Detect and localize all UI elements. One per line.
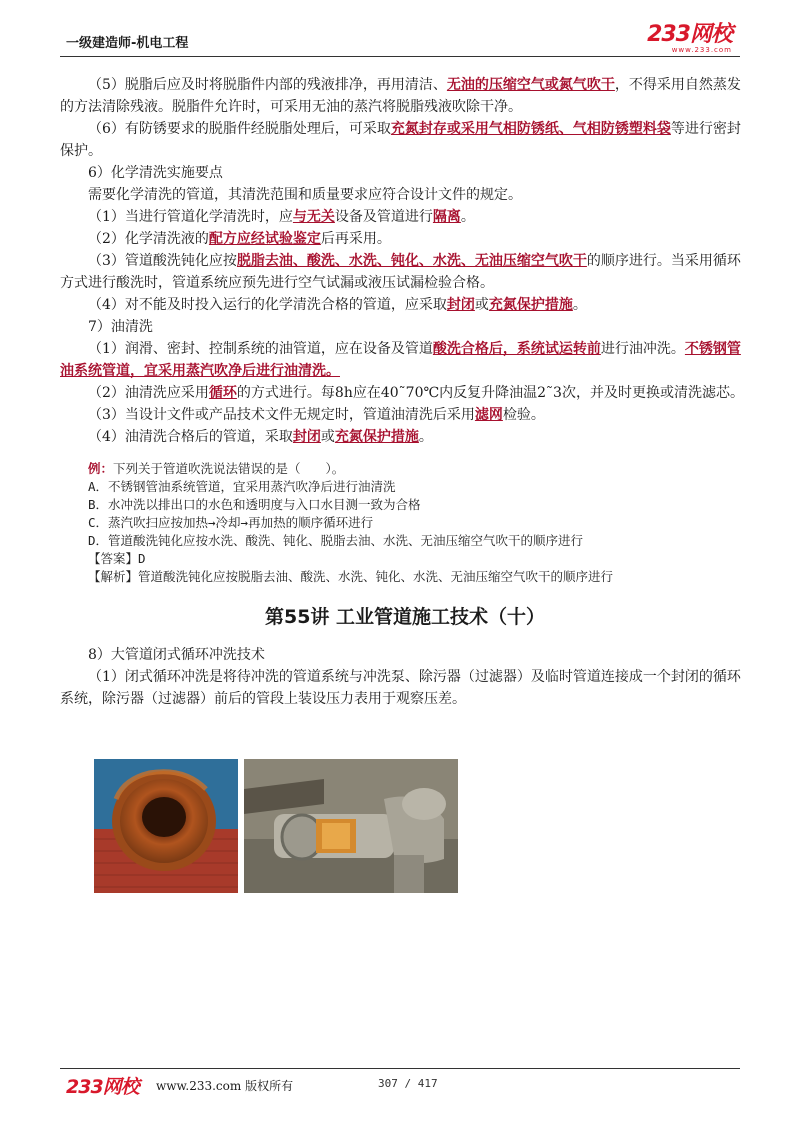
photo-group <box>94 759 458 893</box>
text: 。 <box>418 429 433 445</box>
pipe-filter-photo <box>244 759 458 893</box>
page-footer <box>60 1072 740 1098</box>
subheading: 7）油清洗 <box>88 319 153 335</box>
text: ，不得采用自然蒸发的方法清除残液。脱脂件允许时，可采用无油的蒸汽将脱脂残液吹除干净。 <box>60 77 741 115</box>
text: 进行油冲洗。 <box>600 341 685 357</box>
paragraph <box>60 426 750 448</box>
page-number: 307 / 417 <box>378 1077 438 1090</box>
text: （1）当进行管道化学清洗时，应 <box>88 209 293 225</box>
logo-url: www.233.com <box>671 46 732 54</box>
rusty-pipe-photo <box>94 759 238 893</box>
text: 的顺序进行。当采用循环方式进行酸洗时，管道系统应预先进行空气试漏或液压试漏检验合格。 <box>60 253 741 291</box>
paragraph <box>60 228 750 250</box>
header-title: 一级建造师-机电工程 <box>66 36 189 51</box>
text: 等进行密封保护。 <box>60 121 741 159</box>
paragraph <box>60 382 750 404</box>
header-divider <box>60 56 740 57</box>
highlight: 配方应经试验鉴定 <box>208 231 321 247</box>
highlight: 封闭 <box>446 297 475 313</box>
text: （2）化学清洗液的 <box>88 231 209 247</box>
highlight: 与无关 <box>292 209 335 225</box>
highlight: 隔离 <box>432 209 461 225</box>
text: （6）有防锈要求的脱脂件经脱脂处理后，可采取 <box>88 121 391 137</box>
example-option-d: D．管道酸洗钝化应按水洗、酸洗、钝化、脱脂去油、水洗、无油压缩空气吹干的顺序进行 <box>88 533 584 548</box>
text: （1）润滑、密封、控制系统的油管道，应在设备及管道 <box>88 341 433 357</box>
example-analysis: 【解析】管道酸洗钝化应按脱脂去油、酸洗、水洗、钝化、水洗、无油压缩空气吹干的顺序进行 <box>88 569 614 584</box>
text: （4）油清洗合格后的管道，采取 <box>88 429 293 445</box>
footer-divider <box>60 1068 740 1069</box>
text: 检验。 <box>502 407 545 423</box>
highlight: 循环 <box>208 385 237 401</box>
text: 设备及管道进行 <box>334 209 433 225</box>
subheading: 8）大管道闭式循环冲洗技术 <box>88 647 265 663</box>
text: 。 <box>460 209 475 225</box>
document-body <box>60 74 750 710</box>
text: 后再采用。 <box>320 231 391 247</box>
section-title: 第55讲 工业管道施工技术（十） <box>264 606 546 628</box>
highlight: 充氮封存或采用气相防锈纸、气相防锈塑料袋 <box>390 121 671 137</box>
text: 。 <box>572 297 587 313</box>
highlight: 无油的压缩空气或氮气吹干 <box>446 77 615 93</box>
example-answer: 【答案】D <box>88 551 146 566</box>
example-option-b: B．水冲洗以排出口的水色和透明度与入口水目测一致为合格 <box>88 497 421 512</box>
text: 的方式进行。每8h应在40˜70℃内反复升降油温2˜3次，并及时更换或清洗滤芯。 <box>236 385 744 401</box>
example-question <box>88 460 750 478</box>
paragraph <box>60 294 750 316</box>
text: （5）脱脂后应及时将脱脂件内部的残液排净，再用清洁、 <box>88 77 447 93</box>
highlight: 滤网 <box>474 407 503 423</box>
paragraph <box>60 250 750 294</box>
paragraph: （1）闭式循环冲洗是将待冲洗的管道系统与冲洗泵、除污器（过滤器）及临时管道连接成一个封闭的循环系统，除污器（过滤器）前后的管段上装设压力表用于观察压差。 <box>60 669 741 707</box>
brand-logo <box>647 24 732 54</box>
example-label: 例： <box>88 461 114 476</box>
logo-text: 233网校 <box>647 22 732 47</box>
paragraph <box>60 118 750 162</box>
page-header <box>60 22 740 56</box>
paragraph: 需要化学清洗的管道，其清洗范围和质量要求应符合设计文件的规定。 <box>88 187 522 203</box>
paragraph <box>60 74 750 118</box>
subheading: 6）化学清洗实施要点 <box>88 165 223 181</box>
text: 或 <box>320 429 335 445</box>
text: （2）油清洗应采用 <box>88 385 209 401</box>
footer-logo: 233网校 <box>66 1076 139 1098</box>
text: （4）对不能及时投入运行的化学清洗合格的管道，应采取 <box>88 297 447 313</box>
paragraph <box>60 404 750 426</box>
highlight: 不锈钢管油系统管道，宜采用蒸汽吹净后进行油清洗。 <box>60 341 741 379</box>
highlight: 充氮保护措施 <box>334 429 419 445</box>
text: （3）管道酸洗钝化应按 <box>88 253 237 269</box>
example-question-text: 下列关于管道吹洗说法错误的是（ ）。 <box>113 461 345 476</box>
highlight: 酸洗合格后，系统试运转前 <box>432 341 601 357</box>
text: （3）当设计文件或产品技术文件无规定时，管道油清洗后采用 <box>88 407 475 423</box>
example-option-a: A．不锈钢管油系统管道，宜采用蒸汽吹净后进行油清洗 <box>88 479 396 494</box>
paragraph <box>60 338 750 382</box>
highlight: 脱脂去油、酸洗、水洗、钝化、水洗、无油压缩空气吹干 <box>236 253 587 269</box>
example-option-c: C．蒸汽吹扫应按加热→冷却→再加热的顺序循环进行 <box>88 515 374 530</box>
text: 或 <box>474 297 489 313</box>
footer-copyright: www.233.com 版权所有 <box>156 1079 294 1093</box>
highlight: 封闭 <box>292 429 321 445</box>
paragraph <box>60 206 750 228</box>
highlight: 充氮保护措施 <box>488 297 573 313</box>
